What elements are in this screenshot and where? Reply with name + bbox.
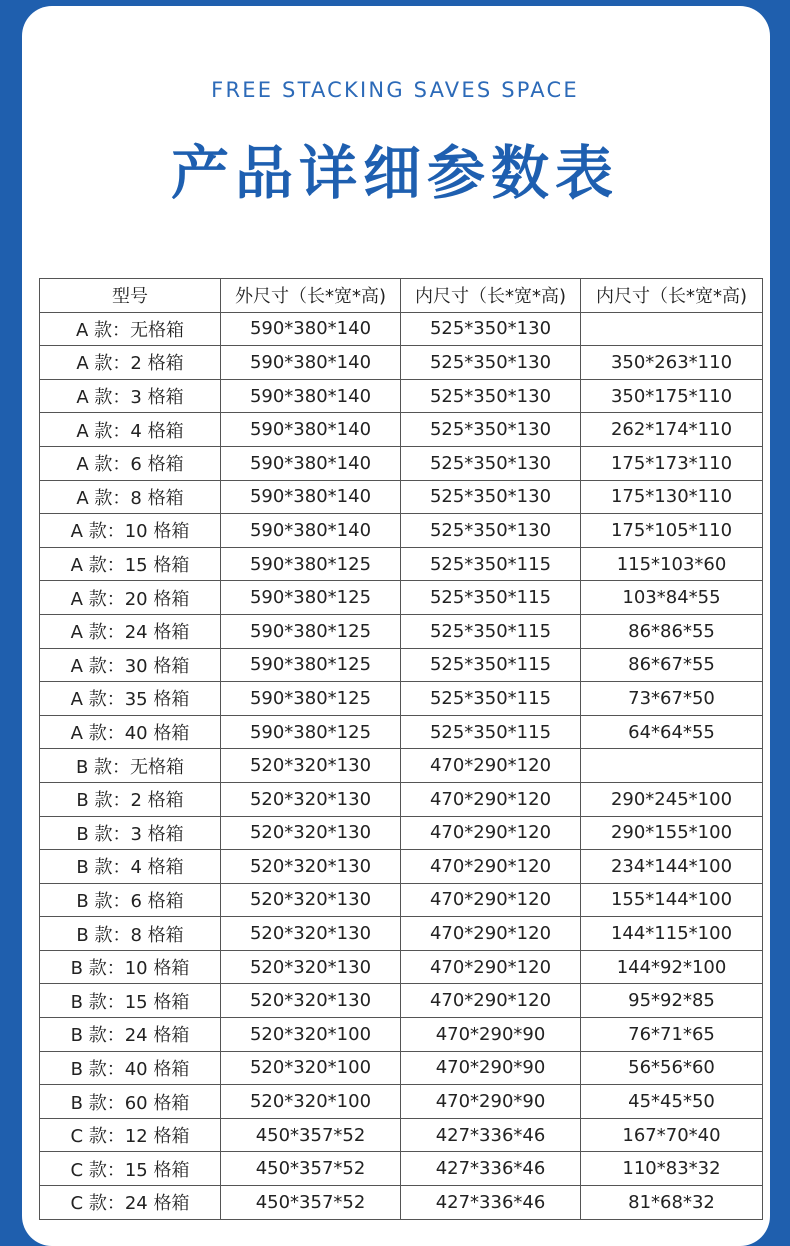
cell-model: C 款：24 格箱 <box>40 1186 221 1220</box>
cell-inner-size: 525*350*130 <box>401 446 581 480</box>
cell-outer-size: 590*380*140 <box>221 446 401 480</box>
cell-compartment-size: 144*115*100 <box>581 917 763 951</box>
cell-inner-size: 427*336*46 <box>401 1118 581 1152</box>
cell-outer-size: 590*380*140 <box>221 480 401 514</box>
table-row <box>40 917 763 951</box>
cell-compartment-size: 56*56*60 <box>581 1051 763 1085</box>
cell-outer-size: 590*380*125 <box>221 614 401 648</box>
cell-outer-size: 520*320*130 <box>221 883 401 917</box>
table-row <box>40 379 763 413</box>
cell-model: B 款：无格箱 <box>40 749 221 783</box>
cell-inner-size: 525*350*130 <box>401 379 581 413</box>
cell-inner-size: 470*290*90 <box>401 1085 581 1119</box>
cell-model: B 款：2 格箱 <box>40 782 221 816</box>
cell-outer-size: 590*380*125 <box>221 682 401 716</box>
cell-compartment-size: 73*67*50 <box>581 682 763 716</box>
cell-inner-size: 525*350*115 <box>401 648 581 682</box>
cell-inner-size: 525*350*115 <box>401 547 581 581</box>
cell-outer-size: 590*380*125 <box>221 648 401 682</box>
cell-compartment-size: 262*174*110 <box>581 413 763 447</box>
cell-outer-size: 520*320*130 <box>221 782 401 816</box>
cell-model: B 款：4 格箱 <box>40 850 221 884</box>
cell-inner-size: 525*350*130 <box>401 413 581 447</box>
table-row <box>40 816 763 850</box>
cell-outer-size: 590*380*140 <box>221 514 401 548</box>
cell-inner-size: 470*290*120 <box>401 850 581 884</box>
cell-model: B 款：24 格箱 <box>40 1018 221 1052</box>
cell-outer-size: 520*320*130 <box>221 950 401 984</box>
cell-inner-size: 525*350*130 <box>401 346 581 380</box>
cell-outer-size: 590*380*125 <box>221 581 401 615</box>
cell-outer-size: 520*320*130 <box>221 917 401 951</box>
table-row <box>40 1051 763 1085</box>
cell-compartment-size: 350*175*110 <box>581 379 763 413</box>
cell-outer-size: 590*380*140 <box>221 379 401 413</box>
spec-table-body <box>40 312 763 1219</box>
table-row <box>40 346 763 380</box>
table-row <box>40 514 763 548</box>
cell-inner-size: 525*350*130 <box>401 514 581 548</box>
table-row <box>40 480 763 514</box>
cell-inner-size: 470*290*120 <box>401 984 581 1018</box>
cell-inner-size: 525*350*130 <box>401 480 581 514</box>
cell-model: C 款：12 格箱 <box>40 1118 221 1152</box>
table-row <box>40 682 763 716</box>
cell-compartment-size: 167*70*40 <box>581 1118 763 1152</box>
cell-compartment-size: 350*263*110 <box>581 346 763 380</box>
cell-inner-size: 525*350*115 <box>401 581 581 615</box>
cell-inner-size: 525*350*115 <box>401 614 581 648</box>
cell-inner-size: 427*336*46 <box>401 1152 581 1186</box>
table-row <box>40 614 763 648</box>
cell-model: A 款：15 格箱 <box>40 547 221 581</box>
cell-model: B 款：10 格箱 <box>40 950 221 984</box>
table-row <box>40 413 763 447</box>
cell-model: A 款：24 格箱 <box>40 614 221 648</box>
cell-model: A 款：40 格箱 <box>40 715 221 749</box>
cell-outer-size: 520*320*130 <box>221 816 401 850</box>
cell-model: A 款：6 格箱 <box>40 446 221 480</box>
table-row <box>40 950 763 984</box>
cell-outer-size: 520*320*130 <box>221 984 401 1018</box>
cell-inner-size: 525*350*130 <box>401 312 581 346</box>
cell-model: B 款：60 格箱 <box>40 1085 221 1119</box>
cell-compartment-size: 155*144*100 <box>581 883 763 917</box>
cell-model: A 款：3 格箱 <box>40 379 221 413</box>
table-row <box>40 648 763 682</box>
cell-compartment-size: 175*173*110 <box>581 446 763 480</box>
cell-outer-size: 520*320*100 <box>221 1051 401 1085</box>
cell-compartment-size: 175*130*110 <box>581 480 763 514</box>
spec-table <box>39 278 763 1220</box>
table-row <box>40 446 763 480</box>
table-row <box>40 850 763 884</box>
cell-compartment-size: 103*84*55 <box>581 581 763 615</box>
header-row <box>40 279 763 313</box>
cell-outer-size: 590*380*125 <box>221 547 401 581</box>
cell-compartment-size: 144*92*100 <box>581 950 763 984</box>
cell-compartment-size: 81*68*32 <box>581 1186 763 1220</box>
cell-inner-size: 470*290*120 <box>401 816 581 850</box>
cell-compartment-size: 290*245*100 <box>581 782 763 816</box>
cell-compartment-size <box>581 312 763 346</box>
cell-outer-size: 450*357*52 <box>221 1152 401 1186</box>
cell-model: A 款：8 格箱 <box>40 480 221 514</box>
cell-model: A 款：20 格箱 <box>40 581 221 615</box>
cell-inner-size: 470*290*120 <box>401 782 581 816</box>
cell-compartment-size: 234*144*100 <box>581 850 763 884</box>
cell-model: A 款：30 格箱 <box>40 648 221 682</box>
page-subtitle: FREE STACKING SAVES SPACE <box>211 78 579 102</box>
cell-model: A 款：4 格箱 <box>40 413 221 447</box>
cell-outer-size: 520*320*130 <box>221 850 401 884</box>
cell-compartment-size: 76*71*65 <box>581 1018 763 1052</box>
cell-compartment-size: 115*103*60 <box>581 547 763 581</box>
header-model: 型号 <box>40 279 221 313</box>
cell-model: A 款：2 格箱 <box>40 346 221 380</box>
table-row <box>40 1118 763 1152</box>
table-row <box>40 984 763 1018</box>
cell-model: B 款：15 格箱 <box>40 984 221 1018</box>
cell-outer-size: 520*320*100 <box>221 1018 401 1052</box>
cell-compartment-size <box>581 749 763 783</box>
cell-model: B 款：6 格箱 <box>40 883 221 917</box>
cell-outer-size: 450*357*52 <box>221 1186 401 1220</box>
table-row <box>40 547 763 581</box>
cell-inner-size: 470*290*120 <box>401 749 581 783</box>
cell-outer-size: 590*380*140 <box>221 312 401 346</box>
cell-inner-size: 470*290*90 <box>401 1051 581 1085</box>
table-row <box>40 581 763 615</box>
cell-compartment-size: 110*83*32 <box>581 1152 763 1186</box>
cell-inner-size: 470*290*120 <box>401 917 581 951</box>
cell-model: A 款：无格箱 <box>40 312 221 346</box>
table-row <box>40 1085 763 1119</box>
page-title: 产品详细参数表 <box>170 139 619 207</box>
cell-outer-size: 590*380*140 <box>221 346 401 380</box>
table-row <box>40 715 763 749</box>
table-row <box>40 749 763 783</box>
cell-outer-size: 590*380*125 <box>221 715 401 749</box>
cell-compartment-size: 45*45*50 <box>581 1085 763 1119</box>
cell-model: B 款：3 格箱 <box>40 816 221 850</box>
header-outer-size: 外尺寸（长*宽*高) <box>221 279 401 313</box>
cell-compartment-size: 175*105*110 <box>581 514 763 548</box>
table-row <box>40 782 763 816</box>
cell-model: A 款：10 格箱 <box>40 514 221 548</box>
cell-outer-size: 520*320*100 <box>221 1085 401 1119</box>
cell-inner-size: 525*350*115 <box>401 715 581 749</box>
table-row <box>40 1186 763 1220</box>
cell-model: C 款：15 格箱 <box>40 1152 221 1186</box>
table-row <box>40 1018 763 1052</box>
table-row <box>40 312 763 346</box>
cell-compartment-size: 86*67*55 <box>581 648 763 682</box>
cell-inner-size: 470*290*90 <box>401 1018 581 1052</box>
cell-inner-size: 470*290*120 <box>401 883 581 917</box>
table-row <box>40 883 763 917</box>
cell-model: B 款：8 格箱 <box>40 917 221 951</box>
cell-inner-size: 427*336*46 <box>401 1186 581 1220</box>
cell-compartment-size: 86*86*55 <box>581 614 763 648</box>
cell-model: B 款：40 格箱 <box>40 1051 221 1085</box>
cell-outer-size: 450*357*52 <box>221 1118 401 1152</box>
cell-outer-size: 590*380*140 <box>221 413 401 447</box>
cell-outer-size: 520*320*130 <box>221 749 401 783</box>
table-row <box>40 1152 763 1186</box>
spec-table-header <box>40 279 763 313</box>
cell-compartment-size: 95*92*85 <box>581 984 763 1018</box>
cell-model: A 款：35 格箱 <box>40 682 221 716</box>
header-inner-size: 内尺寸（长*宽*高) <box>401 279 581 313</box>
cell-inner-size: 470*290*120 <box>401 950 581 984</box>
cell-compartment-size: 64*64*55 <box>581 715 763 749</box>
header-compartment-size: 内尺寸（长*宽*高) <box>581 279 763 313</box>
cell-inner-size: 525*350*115 <box>401 682 581 716</box>
cell-compartment-size: 290*155*100 <box>581 816 763 850</box>
